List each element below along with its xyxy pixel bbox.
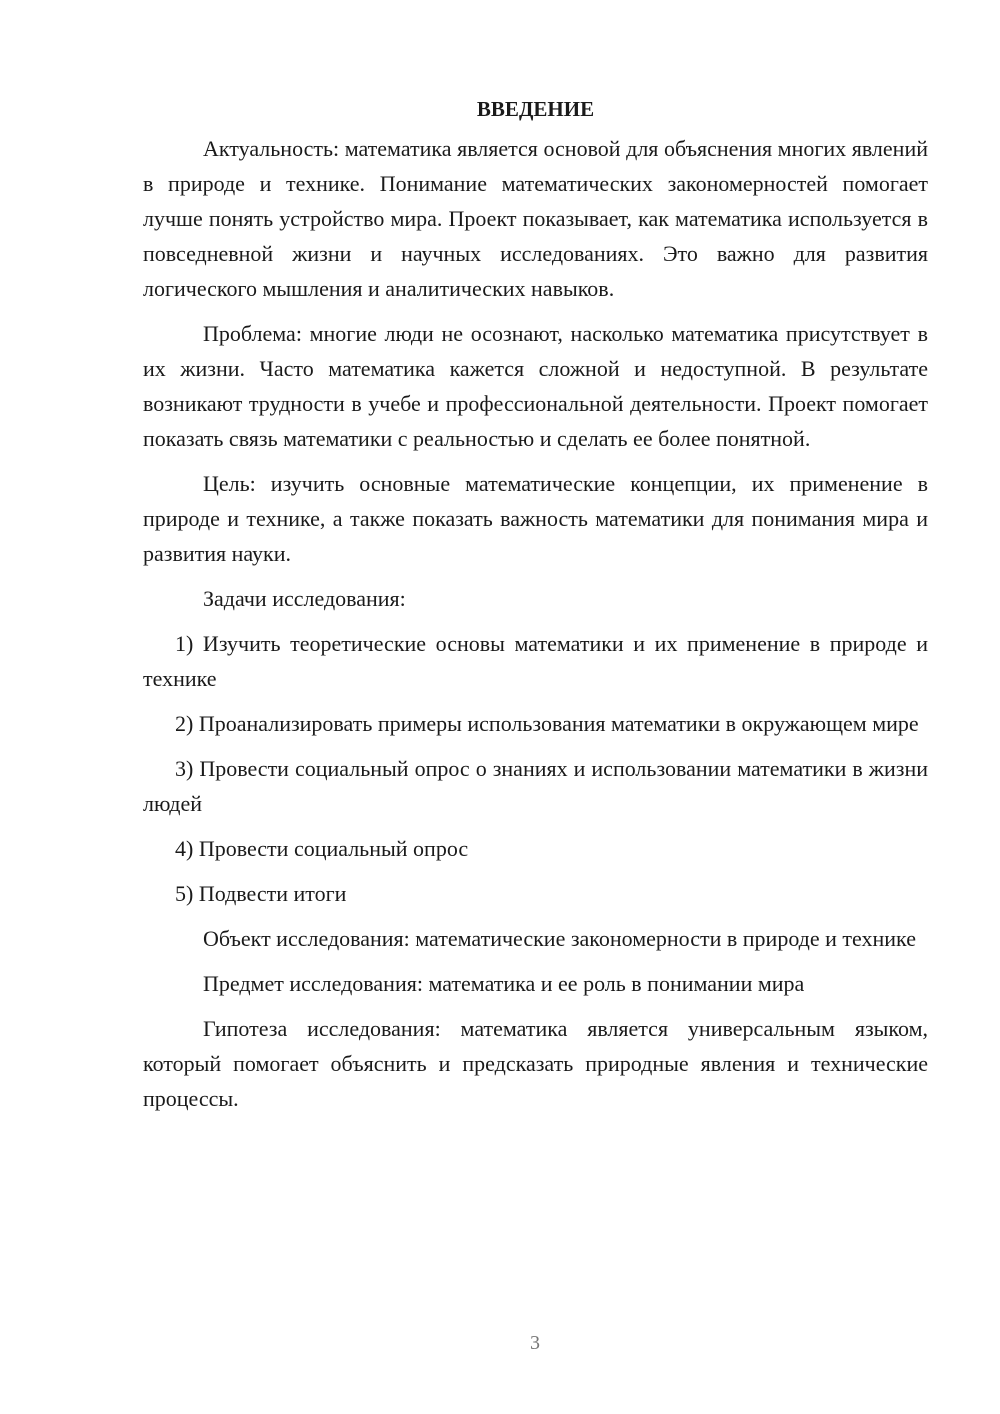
paragraph-problem: Проблема: многие люди не осознают, насколько математика присутствует в их жизни. Часто математика кажется сложной и недоступной. В результате возникают трудности в учебе и профессиональной деятельности. Проект помогает показать связь математики с реальностью и сделать ее более понятной. xyxy=(143,321,928,451)
paragraph-object: Объект исследования: математические закономерности в природе и технике xyxy=(203,926,916,951)
task-item-3: 3) Провести социальный опрос о знаниях и использовании математики в жизни людей xyxy=(143,756,928,816)
section-title: ВВЕДЕНИЕ xyxy=(476,97,595,121)
paragraph-tasks-heading: Задачи исследования: xyxy=(203,586,406,611)
task-item-1: 1) Изучить теоретические основы математики и их применение в природе и технике xyxy=(143,631,928,691)
page-number: 3 xyxy=(530,1332,540,1354)
task-item-5: 5) Подвести итоги xyxy=(175,881,347,906)
paragraph-hypothesis: Гипотеза исследования: математика является универсальным языком, который помогает объяснить и предсказать природные явления и технические процессы. xyxy=(143,1016,928,1111)
paragraph-relevance: Актуальность: математика является основой для объяснения многих явлений в природе и технике. Понимание математических закономерностей помогает лучше понять устройство мира. Проект показывает, как математика используется в повседневной жизни и научных исследованиях. Это важно для развития логического мышления и аналитических навыков. xyxy=(143,136,928,301)
task-item-2: 2) Проанализировать примеры использования математики в окружающем мире xyxy=(175,711,919,736)
task-item-4: 4) Провести социальный опрос xyxy=(175,836,469,861)
paragraph-goal: Цель: изучить основные математические концепции, их применение в природе и технике, а также показать важность математики для понимания мира и развития науки. xyxy=(143,471,928,566)
paragraph-subject: Предмет исследования: математика и ее роль в понимании мира xyxy=(203,971,805,996)
document-page xyxy=(143,92,928,1126)
